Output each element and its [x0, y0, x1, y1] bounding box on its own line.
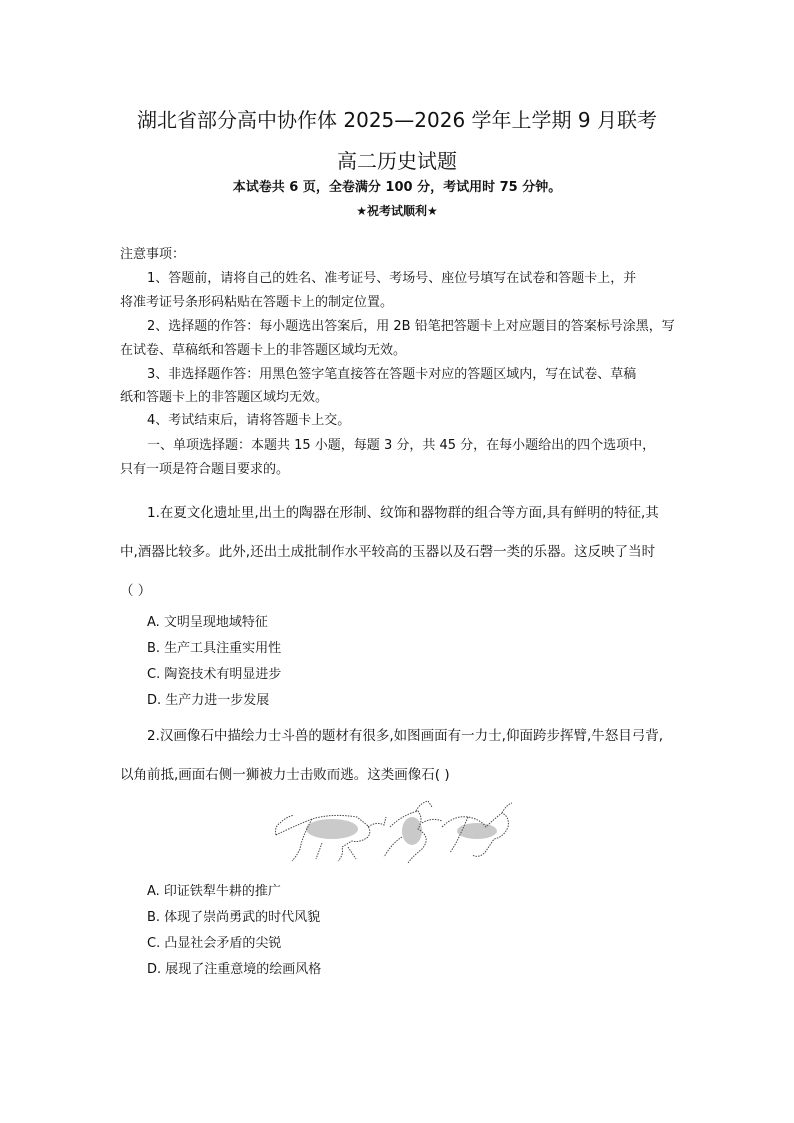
question-2-text: 以角前抵,画面右侧一狮被力士击败而逃。这类画像石( ) [120, 767, 450, 783]
question-1-option-a: A. 文明呈现地域特征 [147, 615, 268, 630]
question-1-option-d: D. 生产力进一步发展 [147, 693, 270, 708]
question-2-option-a: A. 印证铁犁牛耕的推广 [147, 884, 281, 899]
question-2-option-b: B. 体现了崇尚勇武的时代风貌 [147, 910, 321, 925]
question-2-text: 2.汉画像石中描绘力士斗兽的题材有很多,如图画面有一力士,仰面跨步挥臂,牛怒目弓背, [147, 728, 664, 744]
exam-title: 湖北省部分高中协作体 2025—2026 学年上学期 9 月联考 [137, 108, 657, 132]
section-heading-cont: 只有一项是符合题目要求的。 [120, 462, 290, 477]
question-2-option-d: D. 展现了注重意境的绘画风格 [147, 962, 322, 977]
question-1-option-b: B. 生产工具注重实用性 [147, 641, 282, 656]
question-1-text: 中,酒器比较多。此外,还出土成批制作水平较高的玉器以及石磬一类的乐器。这反映了当时 [120, 544, 656, 560]
han-stone-relief-image [272, 797, 516, 865]
question-2-option-c: C. 凸显社会矛盾的尖锐 [147, 936, 282, 951]
notice-line: 在试卷、草稿纸和答题卡上的非答题区域均无效。 [120, 343, 407, 358]
exam-wish: ★祝考试顺利★ [356, 204, 438, 218]
notice-line: 4、考试结束后，请将答题卡上交。 [147, 413, 351, 428]
question-1-blank: （ ） [120, 583, 152, 599]
notice-line: 纸和答题卡上的非答题区域均无效。 [120, 390, 329, 405]
subject-title: 高二历史试题 [337, 149, 457, 173]
notice-line: 2、选择题的作答：每小题选出答案后，用 2B 铅笔把答题卡上对应题目的答案标号涂黑，写 [147, 319, 675, 334]
notice-line: 1、答题前，请将自己的姓名、准考证号、考场号、座位号填写在试卷和答题卡上，并 [147, 271, 637, 286]
notice-line: 将准考证号条形码粘贴在答题卡上的制定位置。 [120, 295, 394, 310]
exam-info: 本试卷共 6 页，全卷满分 100 分，考试用时 75 分钟。 [232, 180, 562, 195]
question-1-option-c: C. 陶瓷技术有明显进步 [147, 667, 282, 682]
notice-heading: 注意事项： [120, 247, 186, 262]
question-1-text: 1.在夏文化遗址里,出土的陶器在形制、纹饰和器物群的组合等方面,具有鲜明的特征,其 [147, 505, 659, 521]
section-heading: 一、单项选择题：本题共 15 小题，每题 3 分，共 45 分，在每小题给出的四个选项中， [147, 438, 656, 453]
notice-line: 3、非选择题作答：用黑色签字笔直接答在答题卡对应的答题区域内，写在试卷、草稿 [147, 367, 637, 382]
